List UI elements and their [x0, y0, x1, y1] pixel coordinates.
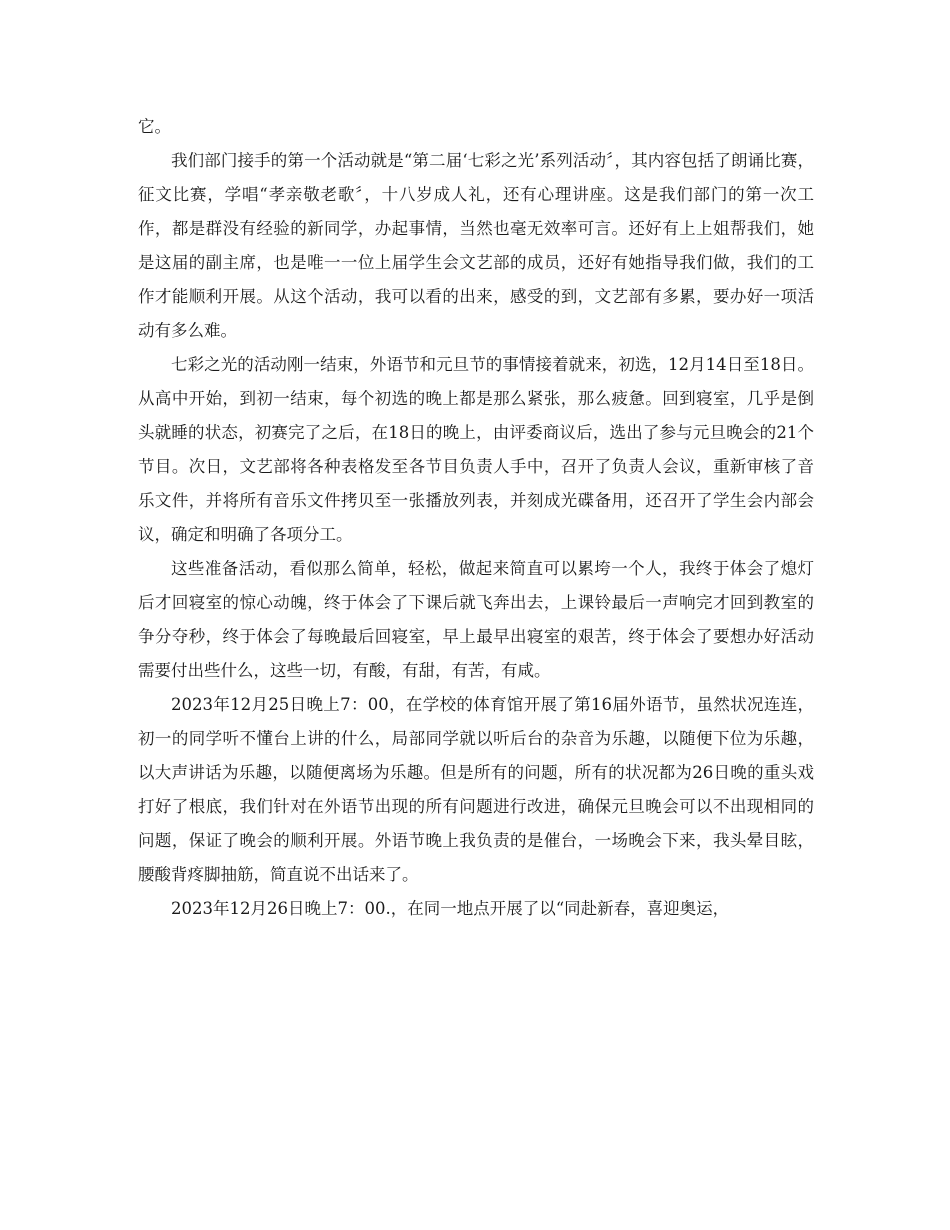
paragraph-1: 它。 [138, 117, 171, 136]
paragraph-6: 2023年12月26日晚上7：00.，在同一地点开展了以“同赴新春，喜迎奥运， [171, 899, 730, 918]
document-body [138, 110, 814, 926]
paragraph-5: 2023年12月25日晚上7：00，在学校的体育馆开展了第16届外语节，虽然状况连连，初一的同学听不懂台上讲的什么，局部同学就以听后台的杂音为乐趣，以随便下位为乐趣，以大声讲话为乐趣，以随便离场为乐趣。但是所有的问题，所有的状况都为26日晚的重头戏打好了根底，我们针对在外语节出现的所有问题进行改进，确保元旦晚会可以不出现相同的问题，保证了晚会的顺利开展。外语节晚上我负责的是催台，一场晚会下来，我头晕目眩，腰酸背疼脚抽筋，简直说不出话来了。 [138, 695, 814, 884]
paragraph-3: 七彩之光的活动刚一结束，外语节和元旦节的事情接着就来，初选，12月14日至18日。从高中开始，到初一结束，每个初选的晚上都是那么紧张，那么疲惫。回到寝室，几乎是倒头就睡的状态，初赛完了之后，在18日的晚上，由评委商议后，选出了参与元旦晚会的21个节目。次日，文艺部将各种表格发至各节目负责人手中，召开了负责人会议，重新审核了音乐文件，并将所有音乐文件拷贝至一张播放列表，并刻成光碟备用，还召开了学生会内部会议，确定和明确了各项分工。 [138, 355, 814, 544]
paragraph-2: 我们部门接手的第一个活动就是“第二届‘七彩之光’系列活动〞，其内容包括了朗诵比赛，征文比赛，学唱“孝亲敬老歌〞，十八岁成人礼，还有心理讲座。这是我们部门的第一次工作，都是群没有经验的新同学，办起事情，当然也毫无效率可言。还好有上上姐帮我们，她是这届的副主席，也是唯一一位上届学生会文艺部的成员，还好有她指导我们做，我们的工作才能顺利开展。从这个活动，我可以看的出来，感受的到，文艺部有多累，要办好一项活动有多么难。 [138, 151, 814, 340]
paragraph-4: 这些准备活动，看似那么简单，轻松，做起来简直可以累垮一个人，我终于体会了熄灯后才回寝室的惊心动魄，终于体会了下课后就飞奔出去，上课铃最后一声响完才回到教室的争分夺秒，终于体会了每晚最后回寝室，早上最早出寝室的艰苦，终于体会了要想办好活动需要付出些什么，这些一切，有酸，有甜，有苦，有咸。 [138, 559, 814, 680]
